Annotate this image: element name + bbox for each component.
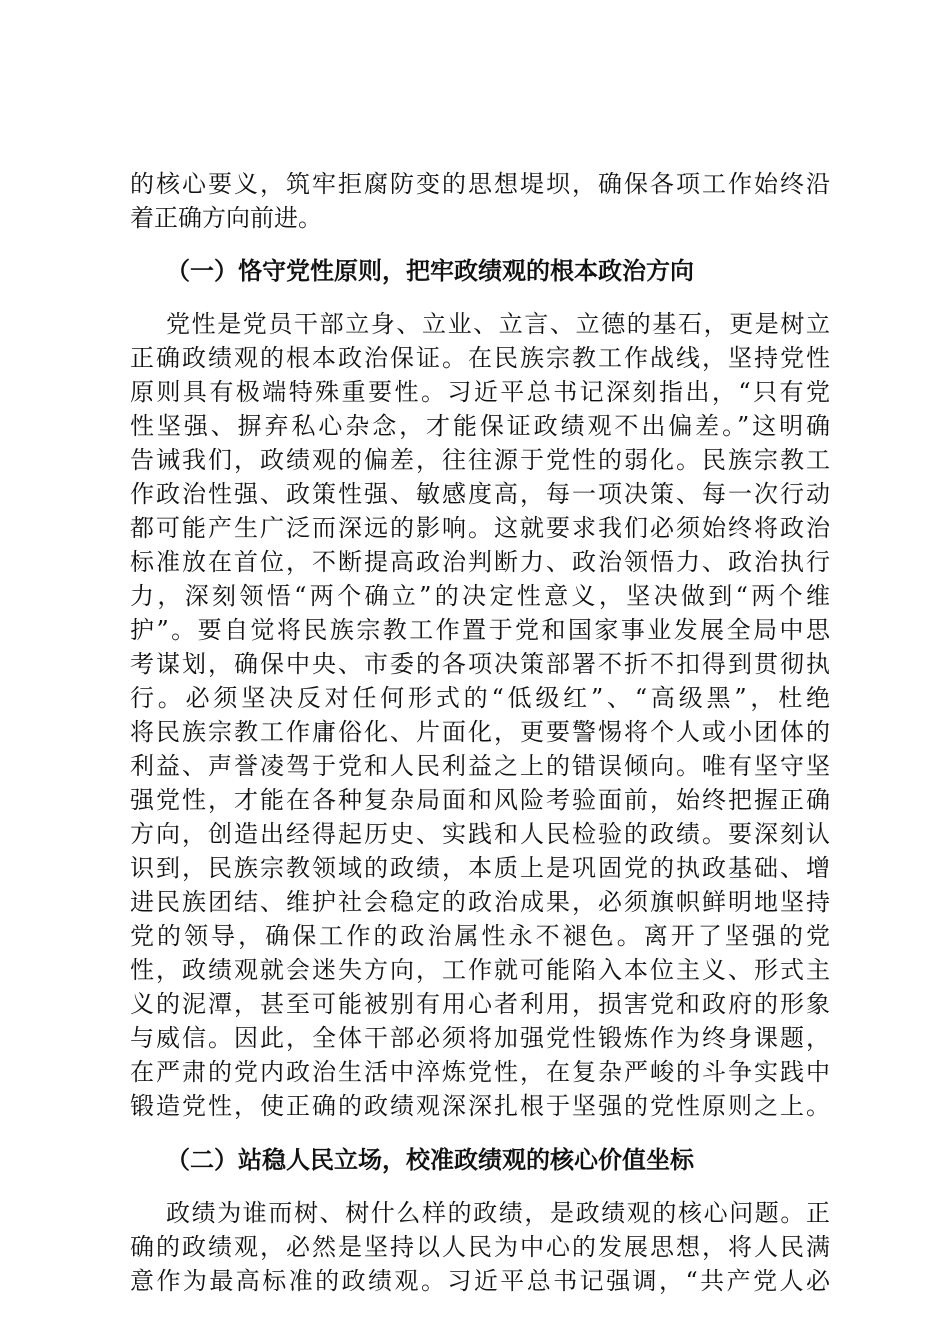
body-line: 标准放在首位，不断提高政治判断力、政治领悟力、政治执行 [130, 548, 830, 576]
body-line: 在严肃的党内政治生活中淬炼党性，在复杂严峻的斗争实践中 [130, 1058, 830, 1086]
body-line: 意作为最高标准的政绩观。习近平总书记强调，“共产党人必 [130, 1267, 830, 1295]
body-line: 强党性，才能在各种复杂局面和风险考验面前，始终把握正确 [130, 786, 830, 814]
body-line: 作政治性强、政策性强、敏感度高，每一项决策、每一次行动 [130, 480, 830, 508]
body-line: 原则具有极端特殊重要性。习近平总书记深刻指出，“只有党 [130, 378, 830, 406]
body-line: 告诫我们，政绩观的偏差，往往源于党性的弱化。民族宗教工 [130, 446, 830, 474]
body-line: 护”。要自觉将民族宗教工作置于党和国家事业发展全局中思 [130, 616, 830, 644]
body-line: 进民族团结、维护社会稳定的政治成果，必须旗帜鲜明地坚持 [130, 888, 830, 916]
body-line: 锻造党性，使正确的政绩观深深扎根于坚强的党性原则之上。 [130, 1092, 830, 1120]
body-line: 考谋划，确保中央、市委的各项决策部署不折不扣得到贯彻执 [130, 650, 830, 678]
intro-line: 着正确方向前进。 [130, 204, 322, 232]
body-line: 行。必须坚决反对任何形式的“低级红”、“高级黑”，杜绝 [130, 684, 830, 712]
body-line: 力，深刻领悟“两个确立”的决定性意义，坚决做到“两个维 [130, 582, 830, 610]
body-line: 利益、声誉凌驾于党和人民利益之上的错误倾向。唯有坚守坚 [130, 752, 830, 780]
body-line: 与威信。因此，全体干部必须将加强党性锻炼作为终身课题， [130, 1024, 830, 1052]
body-line: 政绩为谁而树、树什么样的政绩，是政绩观的核心问题。正 [166, 1199, 830, 1227]
body-line: 正确政绩观的根本政治保证。在民族宗教工作战线，坚持党性 [130, 344, 830, 372]
section-heading-1: （一）恪守党性原则，把牢政绩观的根本政治方向 [166, 257, 694, 285]
body-line: 方向，创造出经得起历史、实践和人民检验的政绩。要深刻认 [130, 820, 830, 848]
body-line: 党的领导，确保工作的政治属性永不褪色。离开了坚强的党 [130, 922, 830, 950]
body-line: 性坚强、摒弃私心杂念，才能保证政绩观不出偏差。”这明确 [130, 412, 830, 440]
intro-line: 的核心要义，筑牢拒腐防变的思想堤坝，确保各项工作始终沿 [130, 170, 830, 198]
body-line: 性，政绩观就会迷失方向，工作就可能陷入本位主义、形式主 [130, 956, 830, 984]
body-line: 都可能产生广泛而深远的影响。这就要求我们必须始终将政治 [130, 514, 830, 542]
section-heading-2: （二）站稳人民立场，校准政绩观的核心价值坐标 [166, 1146, 694, 1174]
body-line: 义的泥潭，甚至可能被别有用心者利用，损害党和政府的形象 [130, 990, 830, 1018]
body-line: 党性是党员干部立身、立业、立言、立德的基石，更是树立 [166, 310, 830, 338]
body-line: 确的政绩观，必然是坚持以人民为中心的发展思想，将人民满 [130, 1233, 830, 1261]
body-line: 将民族宗教工作庸俗化、片面化，更要警惕将个人或小团体的 [130, 718, 830, 746]
body-line: 识到，民族宗教领域的政绩，本质上是巩固党的执政基础、增 [130, 854, 830, 882]
